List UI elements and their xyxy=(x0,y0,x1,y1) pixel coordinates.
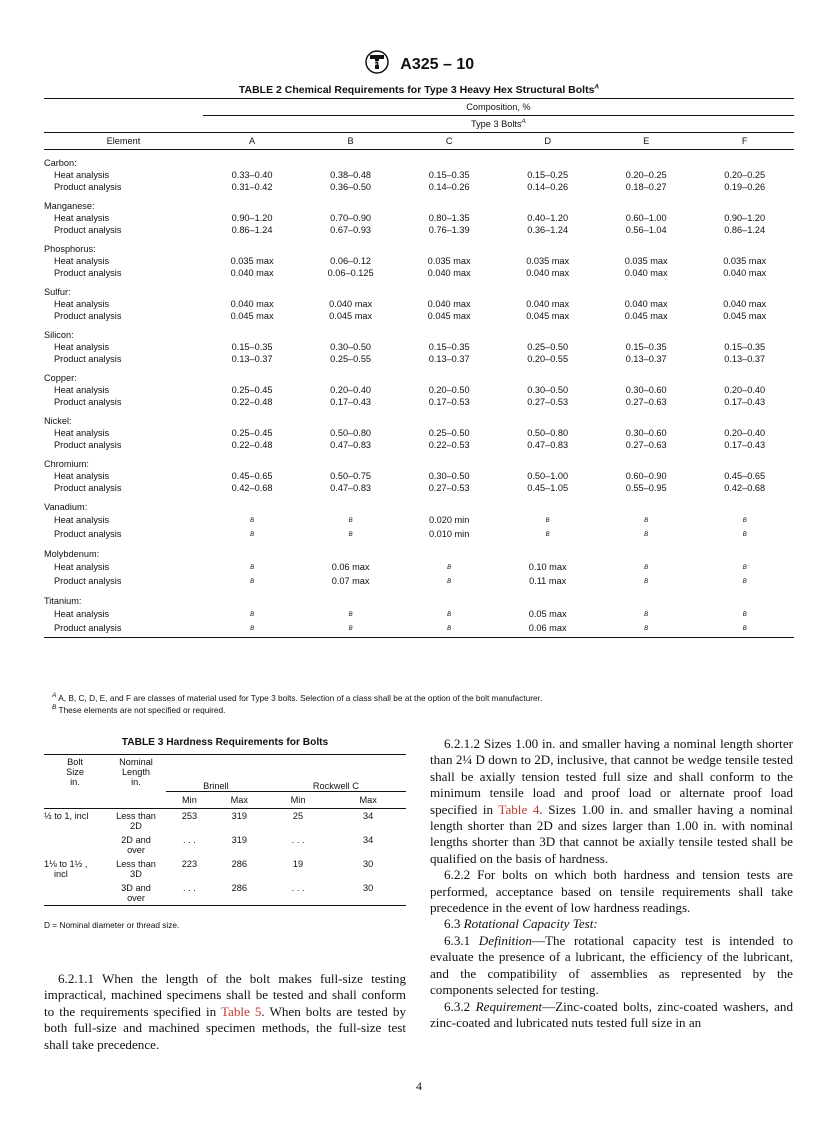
table-cell: 0.040 max xyxy=(427,268,471,278)
analysis-label: Heat analysis xyxy=(54,385,110,395)
table-cell: 0.45–0.65 xyxy=(231,471,273,481)
table-row xyxy=(44,833,406,857)
table-cell: 0.14–0.26 xyxy=(428,182,470,192)
table-cell: B xyxy=(644,612,649,618)
paragraph-6-3-2: 6.3.2 Requirement—Zinc-coated bolts, zinc-coated washers, and zinc-coated and lubricated nuts tested full size in an xyxy=(430,998,793,1030)
table-cell: 0.76–1.39 xyxy=(428,225,470,235)
table-cell: B xyxy=(301,621,400,638)
table-cell: 0.14–0.26 xyxy=(527,182,569,192)
table-cell: 0.60–1.00 xyxy=(625,213,667,223)
analysis-label: Product analysis xyxy=(54,225,122,235)
table-cell: 0.40–1.20 xyxy=(527,213,569,223)
table-row xyxy=(44,482,794,494)
table-cell: 34 xyxy=(363,835,374,845)
table-cell: . . . xyxy=(266,881,331,906)
element-name: Copper: xyxy=(44,373,77,383)
table-cell: 0.15–0.35 xyxy=(428,342,470,352)
element-group-row xyxy=(44,494,794,513)
table-cell: 0.040 max xyxy=(230,268,274,278)
element-group-row xyxy=(44,193,794,212)
type3-header: Type 3 Bolts$^A$ xyxy=(203,116,794,133)
table-cell: 0.20–0.40 xyxy=(724,385,766,395)
rockwell-header: Rockwell C xyxy=(266,755,406,792)
bolt-size-header: Bolt Size in. xyxy=(44,755,106,793)
table-cell: B xyxy=(447,612,452,618)
table-cell: 0.05 max xyxy=(528,609,567,619)
table-cell: 0.040 max xyxy=(723,299,767,309)
table-cell: B xyxy=(597,621,696,638)
table-cell: 0.040 max xyxy=(230,299,274,309)
table-cell: 0.13–0.37 xyxy=(625,354,667,364)
table-cell: 0.040 max xyxy=(427,299,471,309)
table-cell: B xyxy=(545,518,550,524)
table-cell: 0.30–0.60 xyxy=(625,385,667,395)
element-name: Manganese: xyxy=(44,201,95,211)
table-cell: 0.20–0.40 xyxy=(724,428,766,438)
table-cell: B xyxy=(250,612,255,618)
table-cell: 0.035 max xyxy=(427,256,471,266)
table-cell: 0.020 min xyxy=(428,515,470,525)
table-cell: 0.55–0.95 xyxy=(625,483,667,493)
table-cell: 0.56–1.04 xyxy=(625,225,667,235)
table-cell: 0.90–1.20 xyxy=(724,213,766,223)
nominal-length-cell: Less than 2D xyxy=(116,811,156,831)
analysis-label: Heat analysis xyxy=(54,299,110,309)
bolt-size-cell xyxy=(44,881,106,906)
class-header: A xyxy=(203,133,302,150)
table5-link[interactable]: Table 5 xyxy=(220,1003,262,1019)
analysis-label: Heat analysis xyxy=(54,515,110,525)
table-cell: B xyxy=(644,532,649,538)
table-cell: 0.50–0.75 xyxy=(330,471,372,481)
table-row xyxy=(44,169,794,181)
table-cell: 0.17–0.43 xyxy=(330,397,372,407)
element-name: Phosphorus: xyxy=(44,244,96,254)
table-cell: 0.22–0.48 xyxy=(231,397,273,407)
table-cell: 0.20–0.50 xyxy=(428,385,470,395)
page-header xyxy=(0,50,838,79)
table-cell: 0.22–0.48 xyxy=(231,440,273,450)
table-cell: 0.045 max xyxy=(230,311,274,321)
table-cell: 0.25–0.50 xyxy=(428,428,470,438)
brinell-max-header: Max xyxy=(213,792,266,809)
bolt-size-cell: ½ to 1, incl xyxy=(44,811,89,821)
table-cell: 0.50–0.80 xyxy=(330,428,372,438)
table-row xyxy=(44,439,794,451)
analysis-label: Heat analysis xyxy=(54,609,110,619)
table-cell: 25 xyxy=(292,811,304,821)
table-cell: 0.035 max xyxy=(723,256,767,266)
table-cell: 0.06–0.125 xyxy=(327,268,374,278)
table-cell: 0.42–0.68 xyxy=(724,483,766,493)
table-cell: B xyxy=(742,518,747,524)
table-row xyxy=(44,396,794,408)
table-row xyxy=(44,513,794,527)
element-name: Chromium: xyxy=(44,459,89,469)
table-cell: 0.035 max xyxy=(230,256,274,266)
table-cell: 0.15–0.25 xyxy=(527,170,569,180)
table-cell: 0.19–0.26 xyxy=(724,182,766,192)
table-cell: 0.15–0.35 xyxy=(724,342,766,352)
table-cell: 0.045 max xyxy=(329,311,373,321)
bolt-size-cell: 1⅛ to 1½ , incl xyxy=(44,859,88,879)
table-cell: 0.67–0.93 xyxy=(330,225,372,235)
table-cell: 0.31–0.42 xyxy=(231,182,273,192)
table-cell: 0.27–0.63 xyxy=(625,397,667,407)
table-cell: B xyxy=(742,532,747,538)
table-row xyxy=(44,353,794,365)
table-cell: B xyxy=(400,621,499,638)
analysis-label: Product analysis xyxy=(54,529,122,539)
table-cell: . . . xyxy=(291,835,305,845)
table-cell: 0.36–0.50 xyxy=(330,182,372,192)
table-cell: B xyxy=(644,579,649,585)
class-header: F xyxy=(695,133,794,150)
table-row xyxy=(44,560,794,574)
table-cell: 0.25–0.55 xyxy=(330,354,372,364)
table-cell: 0.20–0.25 xyxy=(724,170,766,180)
analysis-label: Heat analysis xyxy=(54,342,110,352)
analysis-label: Product analysis xyxy=(54,397,122,407)
composition-header: Composition, % xyxy=(203,99,794,116)
table-cell: 0.25–0.45 xyxy=(231,385,273,395)
table-cell: 0.70–0.90 xyxy=(330,213,372,223)
document-id: A325 – 10 xyxy=(400,55,475,73)
table-cell: 286 xyxy=(231,859,247,869)
element-name: Sulfur: xyxy=(44,287,71,297)
table-row xyxy=(44,212,794,224)
table3-hardness-requirements xyxy=(44,754,406,906)
table-cell: 0.040 max xyxy=(329,299,373,309)
table-row xyxy=(44,881,406,906)
bolt-size-cell xyxy=(44,833,106,857)
paragraph-6-3-1: 6.3.1 Definition—The rotational capacity test is intended to evaluate the presence of a lubricant, the efficiency of the lubricant, and the compatibility of assemblies as represented by the components selected for testing. xyxy=(430,932,793,998)
rockwell-max-header: Max xyxy=(330,792,406,809)
table-cell: B xyxy=(545,532,550,538)
nominal-length-header: Nominal Length in. xyxy=(106,755,166,793)
table-cell: 0.30–0.50 xyxy=(527,385,569,395)
table-cell: 0.06–0.12 xyxy=(330,256,372,266)
table-cell: 0.035 max xyxy=(624,256,668,266)
table-cell: 0.30–0.50 xyxy=(330,342,372,352)
element-name: Nickel: xyxy=(44,416,72,426)
table-cell: 319 xyxy=(231,811,247,821)
table-cell: 0.27–0.63 xyxy=(625,440,667,450)
table-cell: 30 xyxy=(363,859,374,869)
table-cell: 0.33–0.40 xyxy=(231,170,273,180)
table-cell: 0.30–0.60 xyxy=(625,428,667,438)
analysis-label: Heat analysis xyxy=(54,471,110,481)
table-cell: B xyxy=(250,579,255,585)
analysis-label: Product analysis xyxy=(54,354,122,364)
analysis-label: Product analysis xyxy=(54,311,122,321)
paragraph-6-2-2: 6.2.2 For bolts on which both hardness and tension tests are performed, acceptance based on tensile requirements shall take precedence in the event of low hardness readings. xyxy=(430,867,793,916)
analysis-label: Product analysis xyxy=(54,182,122,192)
right-column-text xyxy=(430,736,793,1031)
analysis-label: Product analysis xyxy=(54,440,122,450)
element-name: Titanium: xyxy=(44,596,82,606)
table-cell: 0.25–0.45 xyxy=(231,428,273,438)
table-cell: 0.36–1.24 xyxy=(527,225,569,235)
table-cell: 0.040 max xyxy=(526,299,570,309)
astm-logo-icon xyxy=(364,50,390,79)
analysis-label: Product analysis xyxy=(54,268,122,278)
analysis-label: Heat analysis xyxy=(54,562,110,572)
table-cell: 34 xyxy=(363,811,374,821)
table-cell: 0.90–1.20 xyxy=(231,213,273,223)
rockwell-min-header: Min xyxy=(266,792,331,809)
table-cell: 0.20–0.55 xyxy=(527,354,569,364)
table-cell: 0.13–0.37 xyxy=(231,354,273,364)
page-number: 4 xyxy=(416,1079,422,1093)
table-cell: 0.50–1.00 xyxy=(527,471,569,481)
element-group-row xyxy=(44,451,794,470)
table2-title: TABLE 2 Chemical Requirements for Type 3 Heavy Hex Structural Bolts$^A$ xyxy=(238,83,600,96)
analysis-label: Heat analysis xyxy=(54,213,110,223)
table-cell: B xyxy=(348,612,353,618)
element-header: Element xyxy=(44,133,203,150)
table-cell: B xyxy=(742,579,747,585)
table-row xyxy=(44,527,794,541)
table-cell: 0.47–0.83 xyxy=(330,440,372,450)
class-header: E xyxy=(597,133,696,150)
brinell-header: Brinell xyxy=(166,755,266,792)
table-cell: 0.25–0.50 xyxy=(527,342,569,352)
table-cell: 0.11 max xyxy=(529,576,567,586)
table-row xyxy=(44,341,794,353)
table-cell: B xyxy=(250,565,255,571)
table-row xyxy=(44,224,794,236)
table-cell: 0.040 max xyxy=(624,268,668,278)
table-cell: 253 xyxy=(181,811,198,821)
table-cell: 0.045 max xyxy=(624,311,668,321)
table-cell: 19 xyxy=(292,859,304,869)
table-cell: 0.045 max xyxy=(427,311,471,321)
table-cell: 0.86–1.24 xyxy=(231,225,273,235)
analysis-label: Heat analysis xyxy=(54,256,110,266)
table-cell: 30 xyxy=(330,881,406,906)
table-cell: B xyxy=(644,565,649,571)
table-cell: 0.06 max xyxy=(498,621,597,638)
table2-footnote-b: $^B$ These elements are not specified or required. xyxy=(52,704,226,715)
table-cell: B xyxy=(742,565,747,571)
table-cell: 286 xyxy=(213,881,266,906)
table-cell: B xyxy=(250,532,255,538)
table-cell: 0.27–0.53 xyxy=(428,483,470,493)
table-cell: B xyxy=(447,579,452,585)
element-group-row xyxy=(44,541,794,560)
table-cell: 0.13–0.37 xyxy=(724,354,766,364)
analysis-label: Product analysis xyxy=(54,483,122,493)
table3-title: TABLE 3 Hardness Requirements for Bolts xyxy=(121,737,329,748)
table-row xyxy=(44,298,794,310)
table-cell: 223 xyxy=(181,859,198,869)
table-cell: 0.50–0.80 xyxy=(527,428,569,438)
table-cell: B xyxy=(203,621,302,638)
table-row xyxy=(44,574,794,588)
class-header: D xyxy=(498,133,597,150)
paragraph-6-2-1-1: 6.2.1.1 When the length of the bolt makes full-size testing impractical, machined specimens shall be tested and shall conform to the requirements specified in Table 5. When bolts are tested by both full-size and machined specimen methods, the full-size test shall take precedence. xyxy=(44,971,406,1052)
table-cell: 0.47–0.83 xyxy=(330,483,372,493)
table-cell: 0.17–0.43 xyxy=(724,440,766,450)
table-cell: B xyxy=(348,518,353,524)
table-cell: 0.045 max xyxy=(723,311,767,321)
paragraph-6-2-1-2: 6.2.1.2 Sizes 1.00 in. and smaller having a nominal length shorter than 2¼ D down to 2D, inclusive, that cannot be wedge tensile tested shall be axially tension tested full size and shall conform to the minimum tensile load and proof load or alternate proof load specified in Table 4. Sizes 1.00 in. and smaller having a nominal length shorter than 2D and sizes larger than 1.00 in. with nominal lengths shorter than 3D that cannot be axially tensile tested shall be qualified on the basis of hardness. xyxy=(430,736,794,866)
table-cell: 0.47–0.83 xyxy=(527,440,569,450)
table-row xyxy=(44,310,794,322)
table-row xyxy=(44,181,794,193)
table-row xyxy=(44,255,794,267)
element-group-row xyxy=(44,588,794,607)
table4-link[interactable]: Table 4 xyxy=(498,801,540,817)
element-group-row xyxy=(44,279,794,298)
table-row xyxy=(44,809,406,834)
element-group-row xyxy=(44,322,794,341)
element-group-row xyxy=(44,408,794,427)
table-cell: B xyxy=(250,518,255,524)
table-cell: 0.60–0.90 xyxy=(625,471,667,481)
table-cell: B xyxy=(644,518,649,524)
table-cell: 0.010 min xyxy=(428,529,470,539)
element-name: Carbon: xyxy=(44,158,77,168)
table-row xyxy=(44,470,794,482)
table-cell: 0.18–0.27 xyxy=(625,182,667,192)
class-header: B xyxy=(301,133,400,150)
analysis-label: Heat analysis xyxy=(54,170,110,180)
svg-text:ASTM: ASTM xyxy=(369,61,384,67)
table-cell: 0.045 max xyxy=(526,311,570,321)
table-cell: 0.040 max xyxy=(526,268,570,278)
table-cell: 0.86–1.24 xyxy=(724,225,766,235)
table-cell: 0.27–0.53 xyxy=(527,397,569,407)
table-cell: 0.06 max xyxy=(331,562,370,572)
table-cell: 0.035 max xyxy=(526,256,570,266)
table-cell: B xyxy=(348,532,353,538)
table-cell: 0.20–0.40 xyxy=(330,385,372,395)
table-cell: 0.040 max xyxy=(723,268,767,278)
element-name: Molybdenum: xyxy=(44,549,100,559)
table-cell: 0.15–0.35 xyxy=(625,342,667,352)
table-cell: 0.17–0.53 xyxy=(428,397,470,407)
table-cell: 0.22–0.53 xyxy=(428,440,470,450)
table-cell: 0.040 max xyxy=(624,299,668,309)
table-cell: 0.38–0.48 xyxy=(330,170,372,180)
element-group-row xyxy=(44,150,794,170)
nominal-length-cell: 3D and over xyxy=(106,881,166,906)
table-cell: 0.30–0.50 xyxy=(428,471,470,481)
table-cell: 0.07 max xyxy=(331,576,370,586)
element-name: Vanadium: xyxy=(44,502,88,512)
table-row xyxy=(44,427,794,439)
table-cell: 0.13–0.37 xyxy=(428,354,470,364)
table-cell: . . . xyxy=(166,881,213,906)
left-column-text xyxy=(44,971,406,1053)
table-cell: . . . xyxy=(183,835,196,845)
analysis-label: Product analysis xyxy=(54,576,122,586)
table3-note: D = Nominal diameter or thread size. xyxy=(44,920,180,930)
table-row xyxy=(44,267,794,279)
table-cell: 319 xyxy=(231,835,247,845)
table-row xyxy=(44,384,794,396)
table-cell: B xyxy=(695,621,794,638)
table-row xyxy=(44,621,794,638)
table-cell: B xyxy=(447,565,452,571)
table-cell: 0.15–0.35 xyxy=(428,170,470,180)
analysis-label: Heat analysis xyxy=(54,428,110,438)
table-cell: 0.20–0.25 xyxy=(625,170,667,180)
paragraph-6-3: 6.3 Rotational Capacity Test: xyxy=(444,916,598,932)
element-group-row xyxy=(44,236,794,255)
element-name: Silicon: xyxy=(44,330,74,340)
table-row xyxy=(44,607,794,621)
table2-footnote-a: $^A$ A, B, C, D, E, and F are classes of material used for Type 3 bolts. Selection of a class shall be at the option of the bolt manufacturer. xyxy=(52,692,543,703)
table-cell: 0.10 max xyxy=(528,562,567,572)
table-cell: 0.15–0.35 xyxy=(231,342,273,352)
table-cell: 0.42–0.68 xyxy=(231,483,273,493)
table-cell: B xyxy=(742,612,747,618)
nominal-length-cell: Less than 3D xyxy=(116,859,156,879)
class-header: C xyxy=(400,133,499,150)
table2-chemical-requirements xyxy=(44,98,794,638)
element-group-row xyxy=(44,365,794,384)
brinell-min-header: Min xyxy=(166,792,213,809)
table-row xyxy=(44,857,406,881)
table-cell: 0.45–1.05 xyxy=(527,483,569,493)
nominal-length-cell: 2D and over xyxy=(121,835,151,855)
table-cell: 0.45–0.65 xyxy=(724,471,766,481)
table-cell: 0.17–0.43 xyxy=(724,397,766,407)
table-cell: 0.80–1.35 xyxy=(428,213,470,223)
analysis-label: Product analysis xyxy=(44,621,203,638)
